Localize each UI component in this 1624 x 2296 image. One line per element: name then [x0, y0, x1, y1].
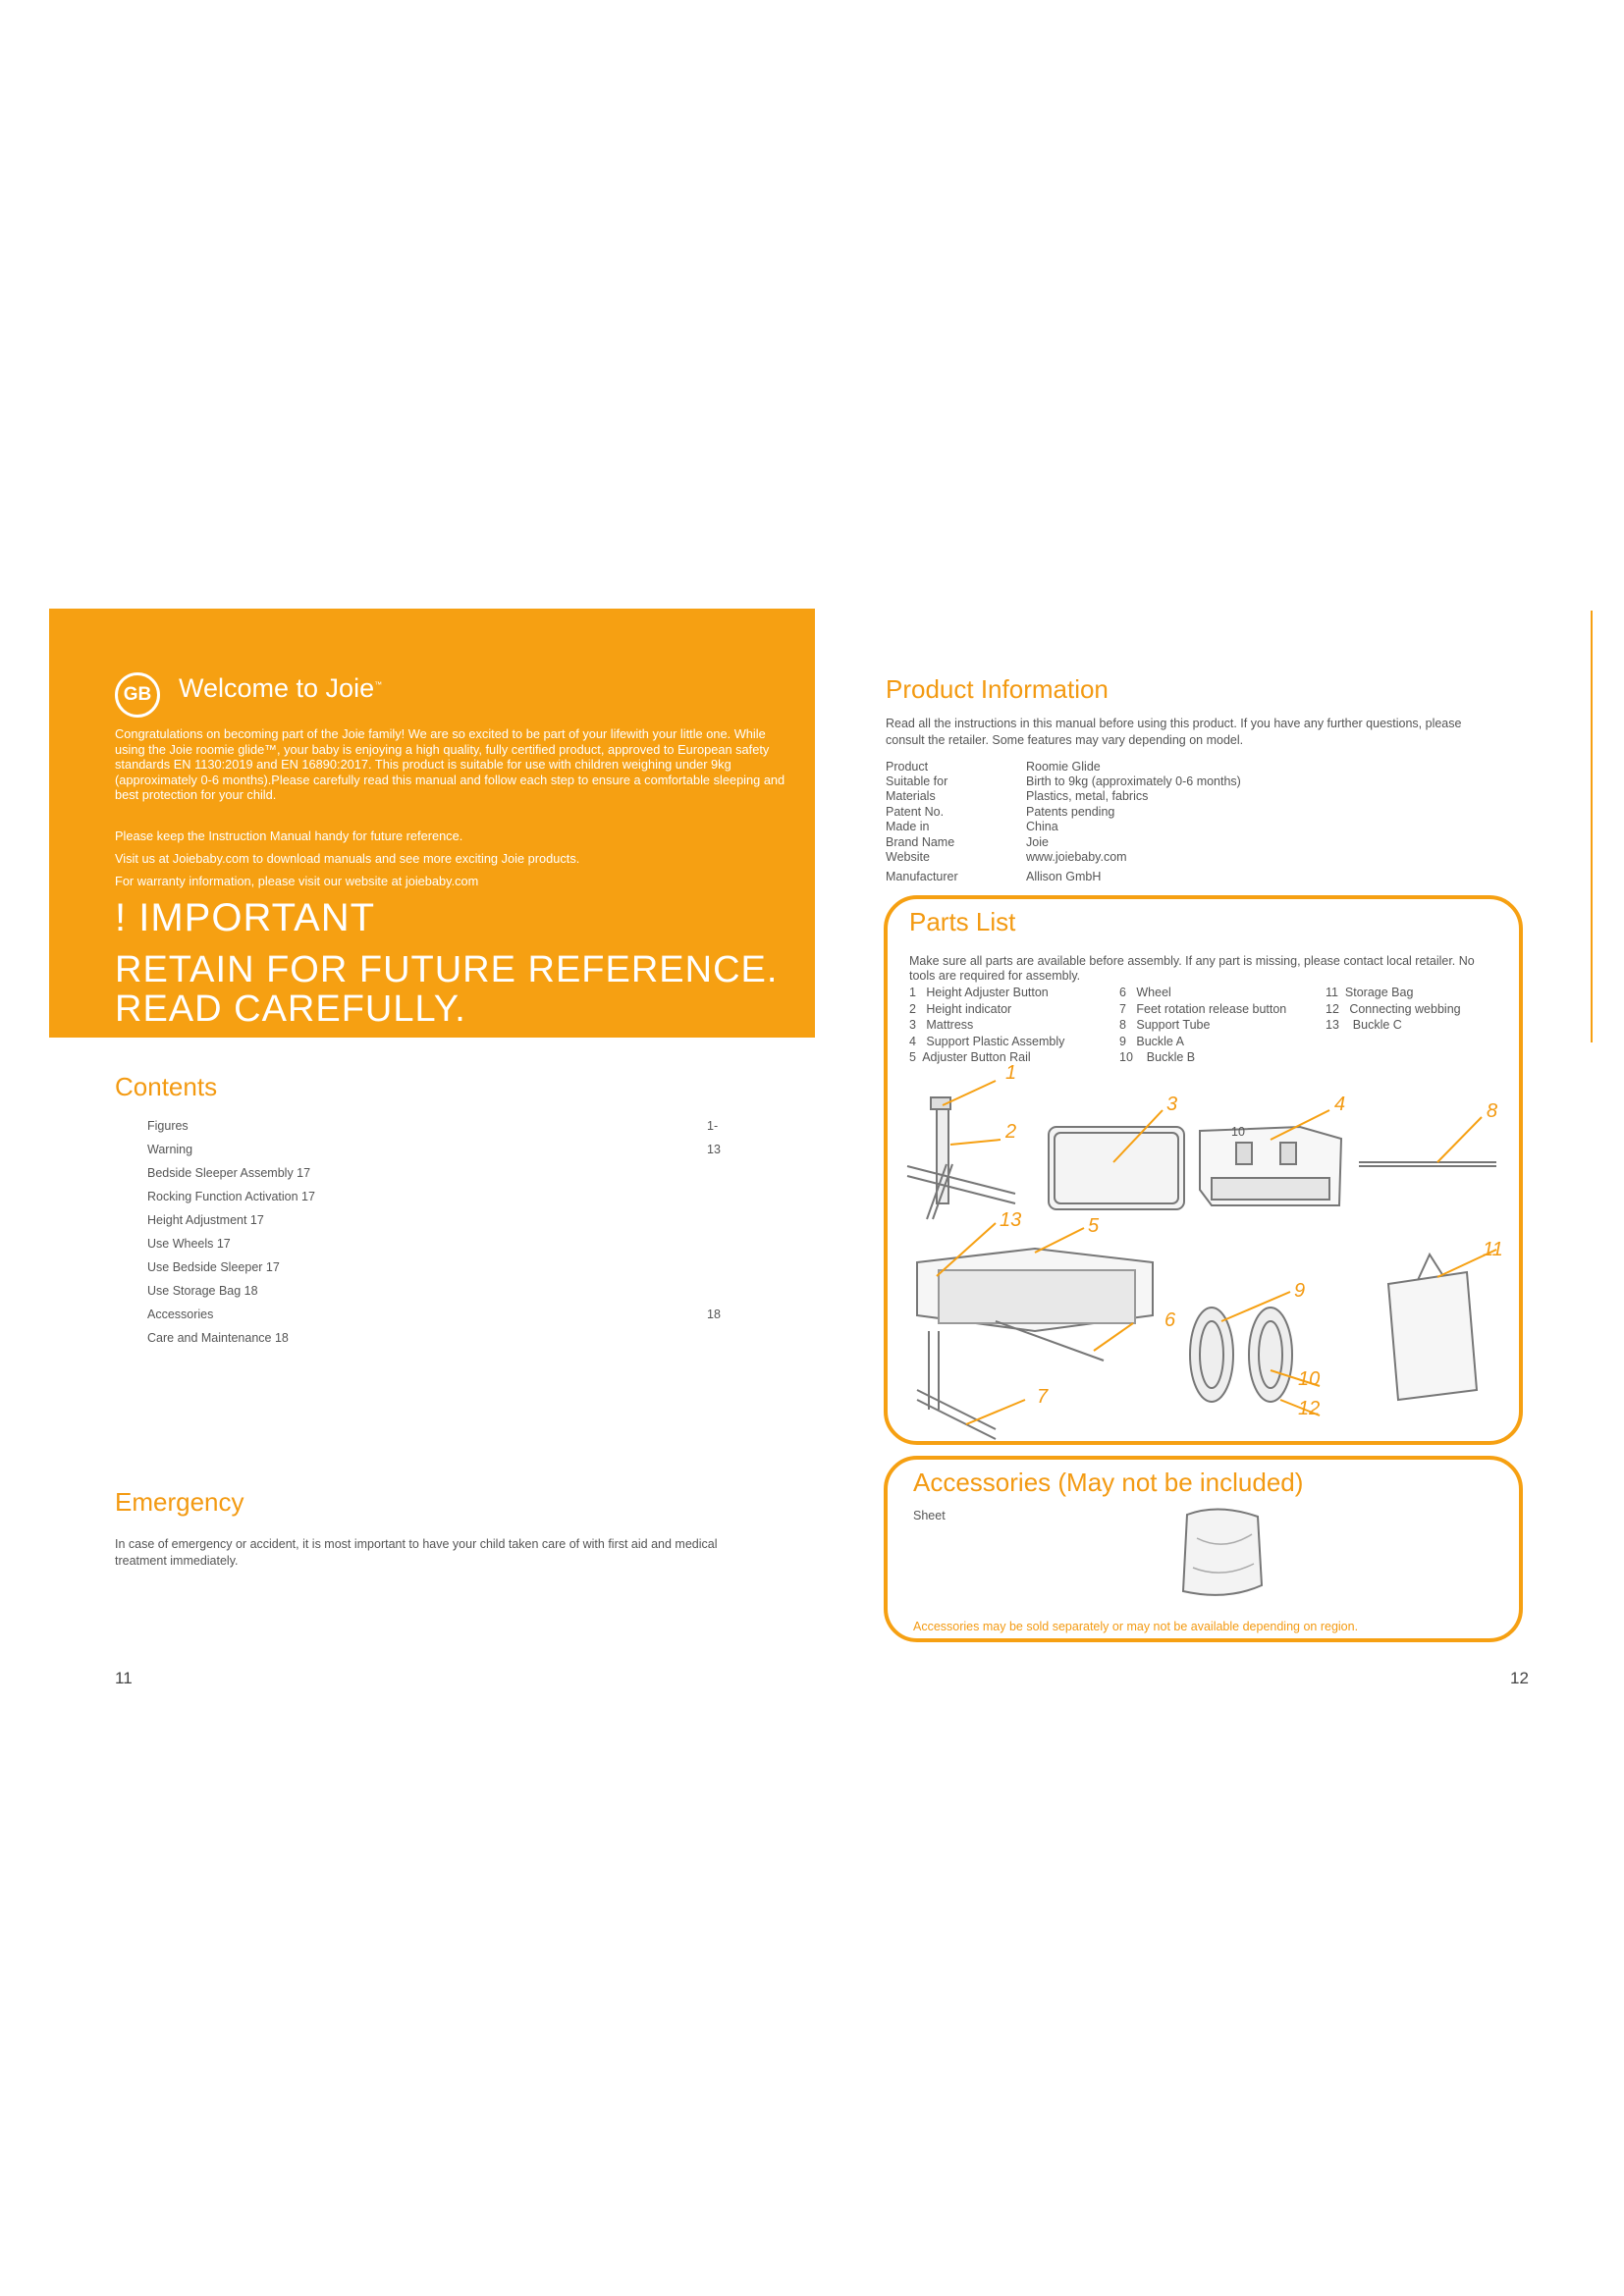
accessories-note: Accessories may be sold separately or may not be available depending on region. — [913, 1620, 1359, 1633]
parts-list-item: 12 Connecting webbing — [1326, 1001, 1461, 1016]
support-tube-illustration — [1359, 1162, 1496, 1166]
toc-item-label: Use Bedside Sleeper 17 — [147, 1260, 280, 1274]
toc-row — [147, 1260, 736, 1280]
label-10-on-assembly: 10 — [1231, 1125, 1245, 1139]
toc-row — [147, 1213, 736, 1233]
parts-list-title: Parts List — [909, 907, 1016, 936]
support-frame-illustration — [907, 1097, 1015, 1219]
parts-list-item: 5 Adjuster Button Rail — [909, 1050, 1031, 1064]
toc-item-label: Bedside Sleeper Assembly 17 — [147, 1166, 311, 1180]
callout-13: 13 — [1000, 1209, 1022, 1231]
callout-4: 4 — [1334, 1094, 1346, 1115]
toc-row — [147, 1331, 736, 1351]
parts-list-item: 4 Support Plastic Assembly — [909, 1034, 1065, 1048]
trademark-mark: ™ — [374, 680, 383, 689]
callout-10: 10 — [1298, 1368, 1321, 1390]
parts-list-intro: Make sure all parts are available before assembly. If any part is missing, please contact local retailer. No tools are required for assembly. — [909, 954, 1475, 983]
parts-list-item: 1 Height Adjuster Button — [909, 986, 1049, 999]
toc-item-page: 13 — [707, 1143, 721, 1156]
language-badge: GB — [115, 672, 160, 718]
retain-heading: RETAIN FOR FUTURE REFERENCE. READ CAREFULLY. — [115, 949, 779, 1030]
info-value: Patents pending — [1026, 805, 1115, 819]
bassinet-illustration — [917, 1249, 1153, 1439]
toc-item-label: Height Adjustment 17 — [147, 1213, 264, 1227]
toc-item-label: Figures — [147, 1119, 189, 1133]
info-value: Plastics, metal, fabrics — [1026, 789, 1149, 803]
page-edge-rule — [1591, 611, 1593, 1042]
callout-3: 3 — [1166, 1094, 1178, 1115]
callout-5: 5 — [1088, 1215, 1100, 1237]
info-value: Allison GmbH — [1026, 870, 1102, 883]
toc-item-label: Rocking Function Activation 17 — [147, 1190, 315, 1203]
info-value: Joie — [1026, 835, 1049, 849]
welcome-paragraph: Visit us at Joiebaby.com to download manuals and see more exciting Joie products. — [115, 851, 580, 866]
storage-bag-illustration — [1388, 1255, 1477, 1400]
toc-row — [147, 1237, 736, 1256]
info-value: Roomie Glide — [1026, 760, 1101, 774]
info-label: Suitable for — [886, 774, 948, 788]
toc-row — [147, 1119, 736, 1139]
parts-list-item: 11 Storage Bag — [1326, 986, 1414, 999]
toc-item-page: 18 — [707, 1308, 721, 1321]
info-value: Birth to 9kg (approximately 0-6 months) — [1026, 774, 1241, 788]
emergency-text: In case of emergency or accident, it is most important to have your child taken care of with first aid and medical treatment immediately. — [115, 1537, 718, 1568]
callout-12: 12 — [1298, 1398, 1321, 1419]
toc-row — [147, 1308, 736, 1327]
welcome-paragraph: Congratulations on becoming part of the Joie family! We are so excited to be part of your lifewith your little one. While using the Joie roomie glide™, your baby is enjoying a high quality, fully certified product, approved to European safety standards EN 1130:2019 and EN 16890:2017. This product is suitable for use with children weighing under 9kg (approximately 0-6 months).Please carefully read this manual and follow each step to ensure a comfortable sleeping and best protection for your child. — [115, 726, 785, 803]
emergency-title: Emergency — [115, 1487, 244, 1517]
callout-7: 7 — [1037, 1386, 1049, 1408]
callout-6: 6 — [1164, 1309, 1176, 1331]
page-number-left: 11 — [115, 1669, 133, 1687]
product-info-title: Product Information — [886, 674, 1109, 704]
mattress-illustration — [1049, 1127, 1184, 1209]
toc-item-label: Accessories — [147, 1308, 214, 1321]
toc-item-label: Use Wheels 17 — [147, 1237, 231, 1251]
toc-item-page: 1- — [707, 1119, 719, 1133]
toc-item-label: Use Storage Bag 18 — [147, 1284, 258, 1298]
toc-row — [147, 1166, 736, 1186]
parts-list-item: 2 Height indicator — [909, 1001, 1012, 1016]
info-label: Product — [886, 760, 929, 774]
webbing-illustration — [1190, 1308, 1292, 1402]
callout-11: 11 — [1483, 1239, 1503, 1260]
welcome-title-text: Welcome to Joie — [179, 673, 375, 703]
toc-row — [147, 1190, 736, 1209]
callout-9: 9 — [1294, 1280, 1306, 1302]
info-label: Made in — [886, 820, 930, 833]
info-label: Website — [886, 850, 930, 864]
toc-row — [147, 1143, 736, 1162]
welcome-panel — [49, 609, 815, 1038]
callout-8: 8 — [1487, 1100, 1498, 1122]
important-heading: ! IMPORTANT — [115, 896, 376, 939]
sheet-illustration — [1167, 1499, 1275, 1607]
parts-list-item: 9 Buckle A — [1119, 1034, 1185, 1048]
parts-list-item: 10 Buckle B — [1119, 1050, 1196, 1064]
toc-row — [147, 1284, 736, 1304]
toc-item-label: Warning — [147, 1143, 193, 1156]
callout-1: 1 — [1005, 1062, 1017, 1084]
info-label: Materials — [886, 789, 936, 803]
accessory-item-sheet: Sheet — [913, 1509, 946, 1522]
page-number-right: 12 — [1510, 1669, 1529, 1687]
info-value: China — [1026, 820, 1058, 833]
accessories-box — [884, 1456, 1523, 1642]
welcome-title — [179, 673, 382, 704]
parts-list-item: 6 Wheel — [1119, 986, 1171, 999]
product-info-intro: Read all the instructions in this manual before using this product. If you have any further questions, please consult the retailer. Some features may vary depending on model. — [886, 717, 1462, 747]
parts-list-box — [884, 895, 1523, 1445]
parts-list-item: 7 Feet rotation release button — [1119, 1001, 1287, 1016]
info-value: www.joiebaby.com — [1026, 850, 1127, 864]
accessories-title: Accessories (May not be included) — [913, 1468, 1304, 1497]
parts-list-item: 3 Mattress — [909, 1018, 974, 1032]
parts-illustration — [888, 899, 1527, 1449]
parts-list-item: 8 Support Tube — [1119, 1018, 1211, 1032]
info-label: Brand Name — [886, 835, 955, 849]
callout-2: 2 — [1005, 1121, 1017, 1143]
info-label: Patent No. — [886, 805, 945, 819]
contents-title: Contents — [115, 1072, 218, 1101]
welcome-paragraph: For warranty information, please visit our website at joiebaby.com — [115, 874, 479, 888]
welcome-paragraph: Please keep the Instruction Manual handy for future reference. — [115, 828, 463, 843]
toc-item-label: Care and Maintenance 18 — [147, 1331, 289, 1345]
info-label: Manufacturer — [886, 870, 958, 883]
parts-list-item: 13 Buckle C — [1326, 1018, 1402, 1032]
